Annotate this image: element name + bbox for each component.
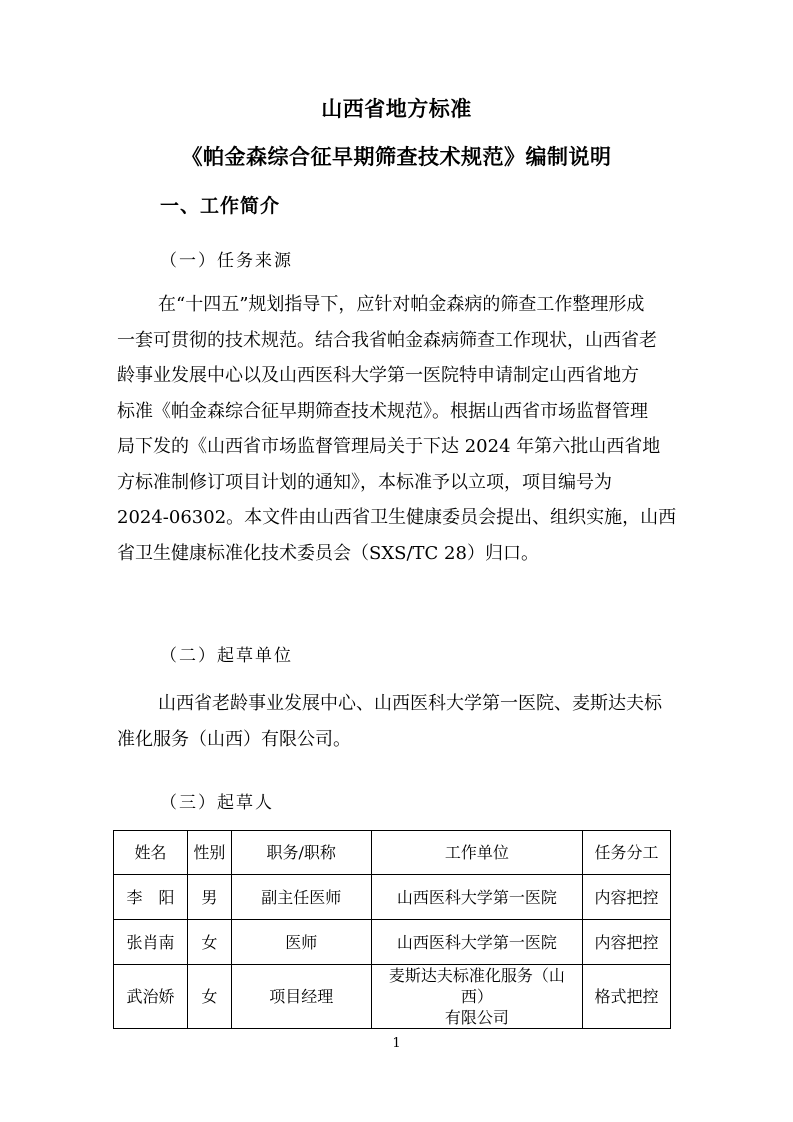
paragraph-line: 标准《帕金森综合征早期筛查技术规范》。根据山西省市场监督管理 <box>117 400 648 422</box>
subheading-task-source: （一）任务来源 <box>160 251 293 271</box>
drafters-table <box>113 830 671 1029</box>
paragraph-line: 龄事业发展中心以及山西医科大学第一医院特申请制定山西省地方 <box>117 365 639 386</box>
paragraph-line: 省卫生健康标准化技术委员会（SXS/TC 28）归口。 <box>117 542 539 564</box>
document-title: 山西省地方标准 <box>321 96 472 121</box>
cell-unit-line: 有限公司 <box>444 1008 509 1027</box>
cell-title: 医师 <box>231 920 371 965</box>
paragraph-line: 准化服务（山西）有限公司。 <box>117 728 351 750</box>
paragraph-line: 山西省老龄事业发展中心、山西医科大学第一医院、麦斯达夫标 <box>158 693 662 714</box>
paragraph-line: 2024-06302。本文件由山西省卫生健康委员会提出、组织实施，山西 <box>117 507 677 528</box>
paragraph-line: 局下发的《山西省市场监督管理局关于下达 2024 年第六批山西省地 <box>117 436 661 457</box>
cell-name: 武治娇 <box>114 965 188 1029</box>
cell-unit-line: 麦斯达夫标准化服务（山西） <box>388 966 565 1006</box>
cell-gender: 女 <box>187 965 231 1029</box>
cell-gender: 男 <box>187 875 231 920</box>
paragraph-line: 在“十四五”规划指导下，应针对帕金森病的筛查工作整理形成 <box>158 294 645 315</box>
cell-unit-line: 山西医科大学第一医院 <box>396 887 557 907</box>
table-row <box>114 920 671 965</box>
column-header-title: 职务/职称 <box>231 831 371 875</box>
cell-unit-line: 山西医科大学第一医院 <box>396 932 557 952</box>
column-header-role: 任务分工 <box>583 831 671 875</box>
cell-unit <box>371 920 583 965</box>
cell-role: 内容把控 <box>583 920 671 965</box>
subheading-drafting-unit: （二）起草单位 <box>160 646 293 666</box>
paragraph-task-source <box>117 287 675 571</box>
cell-unit <box>371 965 583 1029</box>
page-number: 1 <box>392 1036 401 1051</box>
column-header-gender: 性别 <box>187 831 231 875</box>
cell-unit <box>371 875 583 920</box>
document-subtitle: 《帕金森综合征早期筛查技术规范》编制说明 <box>181 144 612 169</box>
table-row <box>114 965 671 1029</box>
cell-title: 项目经理 <box>231 965 371 1029</box>
cell-name: 张肖南 <box>114 920 188 965</box>
paragraph-line: 一套可贯彻的技术规范。结合我省帕金森病筛查工作现状，山西省老 <box>117 329 657 351</box>
paragraph-drafting-unit <box>117 686 675 757</box>
table-row <box>114 875 671 920</box>
column-header-unit: 工作单位 <box>371 831 583 875</box>
cell-gender: 女 <box>187 920 231 965</box>
paragraph-line: 方标准制修订项目计划的通知》，本标准予以立项，项目编号为 <box>117 471 612 493</box>
cell-name: 李 阳 <box>114 875 188 920</box>
column-header-name: 姓名 <box>114 831 188 875</box>
section-heading-work-intro: 一、工作简介 <box>160 195 281 217</box>
table-header-row <box>114 831 671 875</box>
cell-title: 副主任医师 <box>231 875 371 920</box>
cell-role: 格式把控 <box>583 965 671 1029</box>
cell-role: 内容把控 <box>583 875 671 920</box>
subheading-drafters: （三）起草人 <box>160 793 274 813</box>
